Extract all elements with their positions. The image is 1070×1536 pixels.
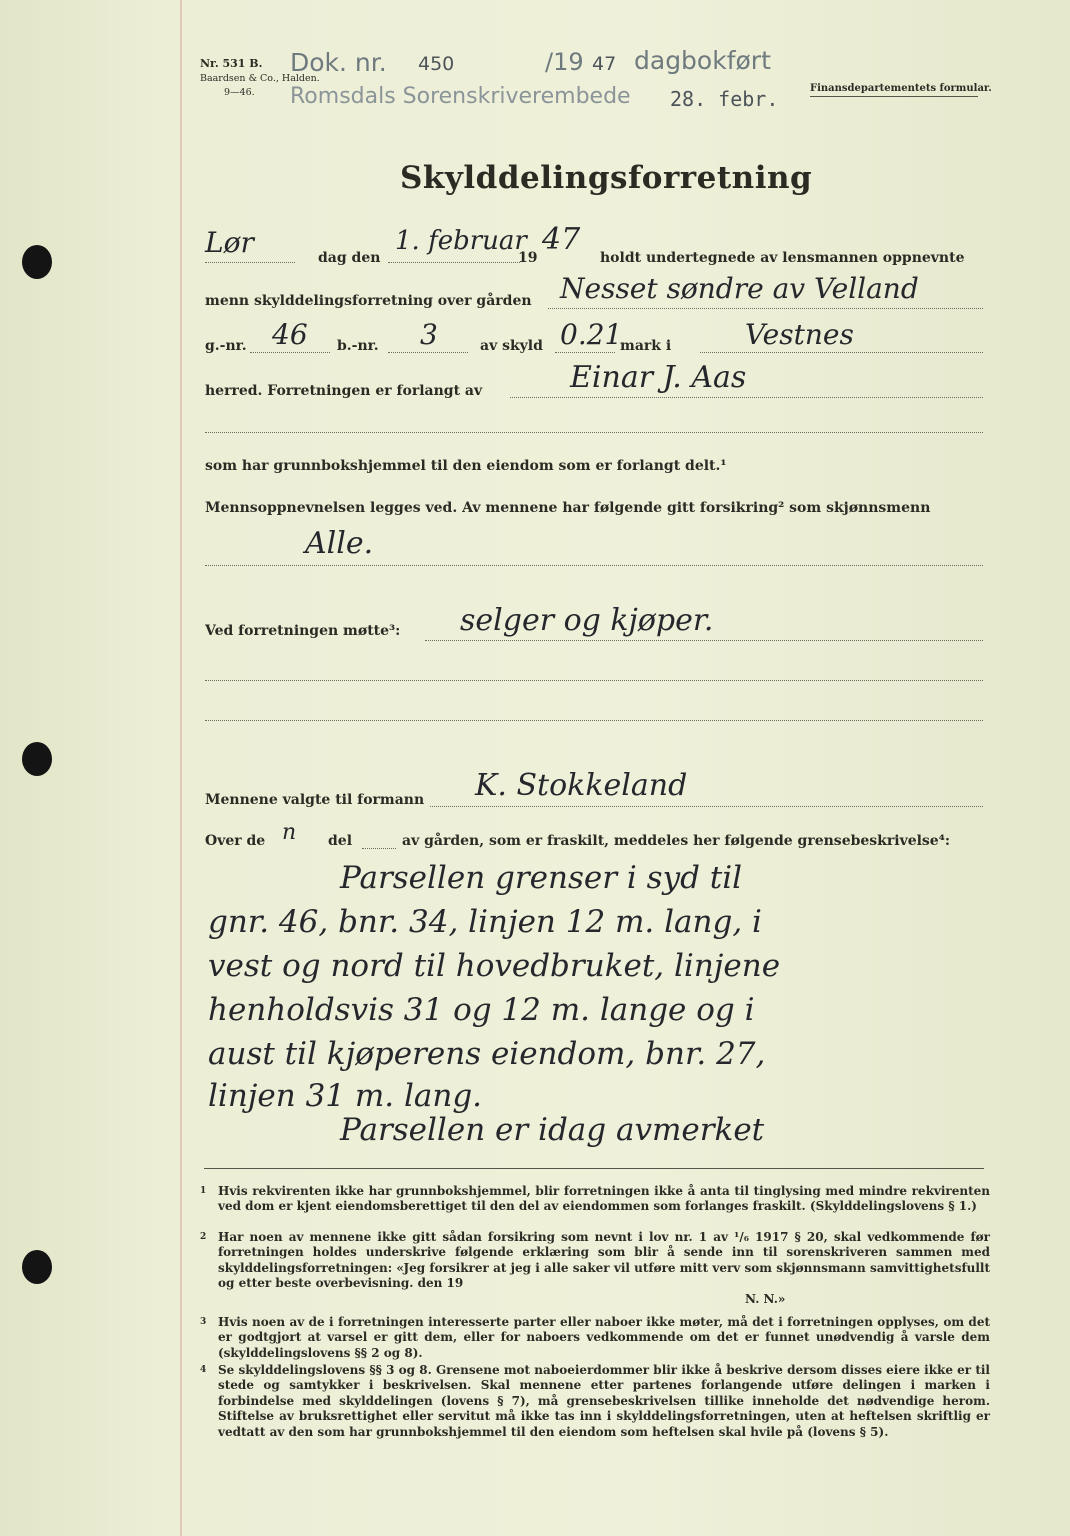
footnote-rule bbox=[204, 1168, 984, 1169]
stamp-dok-nr: Dok. nr. bbox=[290, 48, 387, 77]
description-line-4: henholdsvis 31 og 12 m. lange og i bbox=[208, 992, 755, 1028]
gaarden-text: av gården, som er fraskilt, meddeles her følgende grensebeskrivelse⁴: bbox=[402, 833, 951, 849]
ministry-form: Finansdepartementets formular. bbox=[810, 83, 992, 94]
description-line-3: vest og nord til hovedbruket, linjene bbox=[208, 948, 781, 984]
insured: Alle. bbox=[305, 526, 374, 561]
chair-label: Mennene valgte til formann bbox=[205, 792, 425, 808]
footnote-number: 1 bbox=[200, 1186, 207, 1196]
bnr-value: 3 bbox=[420, 318, 438, 351]
municipality-line bbox=[700, 352, 983, 353]
date-line bbox=[388, 262, 520, 263]
weekday-line bbox=[205, 262, 295, 263]
attended: selger og kjøper. bbox=[460, 603, 714, 638]
footnote-2 bbox=[200, 1230, 990, 1292]
dag-den-label: dag den bbox=[318, 250, 381, 266]
footnote-1 bbox=[200, 1184, 990, 1230]
held-text: holdt undertegnede av lensmannen oppnevnte bbox=[600, 250, 965, 266]
page-title: Skylddelingsforretning bbox=[400, 160, 813, 196]
mark-label: mark i bbox=[620, 338, 672, 354]
chair: K. Stokkeland bbox=[475, 768, 688, 803]
herred-text: herred. Forretningen er forlangt av bbox=[205, 383, 483, 399]
description-line-5: aust til kjøperens eiendom, bnr. 27, bbox=[208, 1036, 766, 1072]
year-suffix: 47 bbox=[592, 53, 617, 75]
nn-signature: N. N.» bbox=[745, 1292, 786, 1306]
requested-by: Einar J. Aas bbox=[570, 360, 747, 395]
description-line-6: linjen 31 m. lang. bbox=[208, 1078, 483, 1114]
municipality: Vestnes bbox=[745, 318, 854, 351]
menn-text: menn skylddelingsforretning over gården bbox=[205, 293, 532, 309]
bnr-line bbox=[388, 352, 468, 353]
footnote-number: 4 bbox=[200, 1365, 207, 1375]
footnote-4 bbox=[200, 1363, 990, 1443]
stamp-year: /19 bbox=[545, 48, 584, 76]
ministry-underline bbox=[810, 96, 978, 97]
skyld-label: av skyld bbox=[480, 338, 543, 354]
skyld-line bbox=[555, 352, 615, 353]
gnr-line bbox=[250, 352, 330, 353]
footnote-text: Har noen av mennene ikke gitt sådan forsikring som nevnt i lov nr. 1 av ¹/₆ 1917 § 20, skal vedkommende før forretningen holdes underskrive følgende erklæring som blir å sende inn til sorenskriveren sammen med skylddelingsforretningen: «Jeg forsikrer at jeg i alle saker vil utføre mitt verv som skjønnsmann samvittighetsfullt og etter beste overbevisning. den 19 bbox=[218, 1230, 990, 1291]
skyld-value: 0.21 bbox=[560, 318, 623, 351]
blank-line-2 bbox=[205, 680, 983, 681]
footnote-number: 2 bbox=[200, 1232, 207, 1242]
footnote-text: Hvis noen av de i forretningen interesserte parter eller naboer ikke møter, må det i forretningen opplyses, om det er godtgjort at varsel er gitt dem, eller for naboers vedkommende om det er funnet unødvendig å varsle dem (skylddelingslovens §§ 2 og 8). bbox=[218, 1315, 990, 1360]
stamp-date: 28. febr. bbox=[670, 87, 779, 111]
del-line bbox=[362, 848, 396, 849]
grunnbok-text: som har grunnbokshjemmel til den eiendom som er forlangt delt.¹ bbox=[205, 458, 727, 474]
menns-text: Mennsoppnevnelsen legges ved. Av mennene har følgende gitt forsikring² som skjønnsmenn bbox=[205, 500, 931, 516]
publisher: Baardsen & Co., Halden. bbox=[200, 73, 320, 84]
insured-line bbox=[205, 565, 983, 566]
fraction: n bbox=[282, 820, 297, 845]
gnr-value: 46 bbox=[272, 318, 308, 351]
attended-label: Ved forretningen møtte³: bbox=[205, 623, 401, 639]
stamp-registered: dagbokført bbox=[634, 46, 771, 75]
date: 1. februar bbox=[395, 226, 527, 256]
year: 47 bbox=[542, 222, 581, 257]
punch-hole-top bbox=[22, 245, 52, 279]
edition: 9—46. bbox=[224, 87, 255, 98]
bnr-label: b.-nr. bbox=[337, 338, 379, 354]
over-label: Over de bbox=[205, 833, 266, 849]
requested-line bbox=[510, 397, 983, 398]
punch-hole-middle bbox=[22, 742, 52, 776]
blank-line-3 bbox=[205, 720, 983, 721]
margin-line bbox=[180, 0, 182, 1536]
year-prefix: 19 bbox=[518, 250, 538, 266]
attended-line bbox=[425, 640, 983, 641]
punch-hole-bottom bbox=[22, 1250, 52, 1284]
farm-name: Nesset søndre av Velland bbox=[560, 272, 919, 305]
footnote-3 bbox=[200, 1315, 990, 1363]
doc-number: 450 bbox=[418, 53, 455, 75]
footnote-number: 3 bbox=[200, 1317, 207, 1327]
weekday: Lør bbox=[205, 226, 254, 259]
description-line-2: gnr. 46, bnr. 34, linjen 12 m. lang, i bbox=[208, 904, 762, 940]
chair-line bbox=[430, 806, 983, 807]
footnote-text: Se skylddelingslovens §§ 3 og 8. Grensene mot naboeierdommer blir ikke å beskrive dersom disses eiere ikke er til stede og samtykker i beskrivelsen. Skal mennene etter partenes forlangende utføre delingen i marken i forbindelse med skylddelingen (lovens § 7), må grensebeskrivelsen tillike inneholde det nødvendige herom. Stiftelse av bruksrettighet eller servitut må ikke tas inn i skylddelingsforretningen, uten at heftelsen skriftlig er vedtatt av den som har grunnbokshjemmel til den eiendom som heftelsen skal hvile på (lovens § 5). bbox=[218, 1363, 990, 1439]
form-number: Nr. 531 B. bbox=[200, 57, 263, 70]
description-line-7: Parsellen er idag avmerket bbox=[340, 1112, 765, 1148]
farm-line bbox=[548, 308, 983, 309]
gnr-label: g.-nr. bbox=[205, 338, 247, 354]
description-line-1: Parsellen grenser i syd til bbox=[340, 860, 743, 896]
blank-line-1 bbox=[205, 432, 983, 433]
stamp-office: Romsdals Sorenskriverembede bbox=[290, 84, 631, 109]
footnote-text: Hvis rekvirenten ikke har grunnbokshjemmel, blir forretningen ikke å anta til tinglysing med mindre rekvirenten ved dom er kjent eiendomsberettiget til den del av eiendommen som forlanges fraskilt. (Skylddelingslovens § 1.) bbox=[218, 1184, 990, 1214]
del-label: del bbox=[328, 833, 353, 849]
